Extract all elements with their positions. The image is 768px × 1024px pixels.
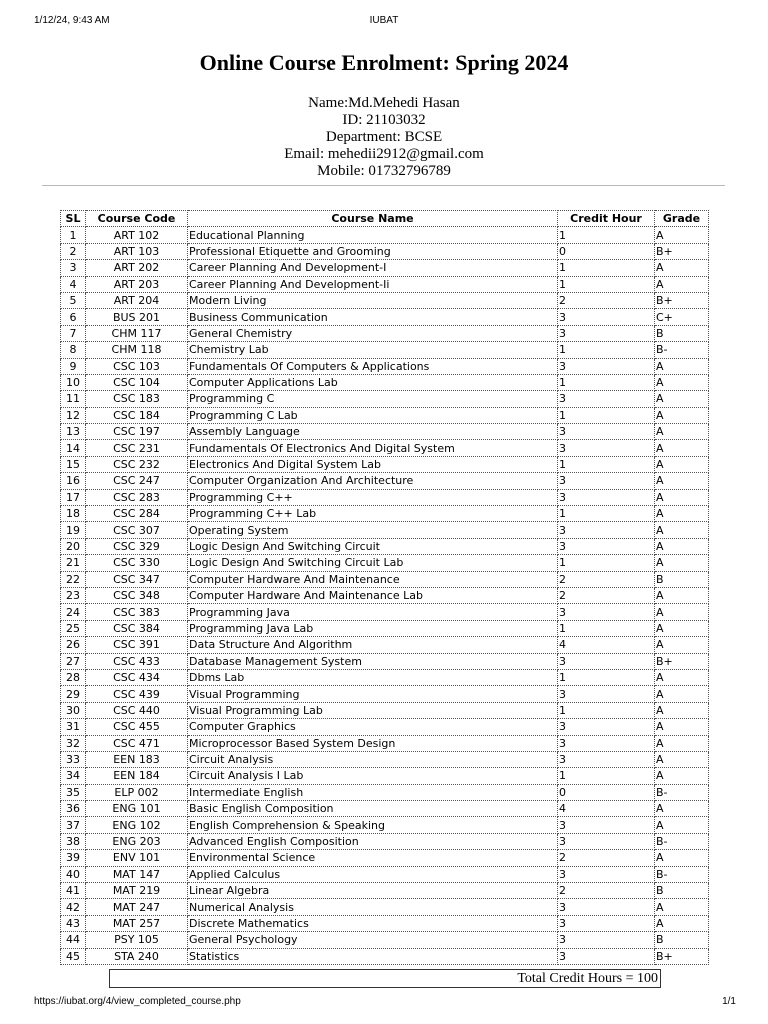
row-course-name: Circuit Analysis I Lab xyxy=(188,768,558,784)
table-header-row xyxy=(61,211,709,227)
row-course-code: CSC 232 xyxy=(86,456,188,472)
student-name: Name:Md.Mehedi Hasan xyxy=(308,95,460,111)
row-course-name: Fundamentals Of Computers & Applications xyxy=(188,358,558,374)
row-sl: 6 xyxy=(61,309,86,325)
table-row xyxy=(61,358,709,374)
table-row xyxy=(61,883,709,899)
row-course-name: Database Management System xyxy=(188,653,558,669)
row-course-code: CSC 348 xyxy=(86,587,188,603)
table-row xyxy=(61,342,709,358)
row-sl: 40 xyxy=(61,866,86,882)
row-credit-hour: 3 xyxy=(558,325,655,341)
table-row xyxy=(61,227,709,243)
row-sl: 3 xyxy=(61,260,86,276)
row-course-code: MAT 257 xyxy=(86,915,188,931)
table-row xyxy=(61,407,709,423)
row-sl: 34 xyxy=(61,768,86,784)
row-credit-hour: 3 xyxy=(558,391,655,407)
row-course-name: Circuit Analysis xyxy=(188,751,558,767)
row-sl: 43 xyxy=(61,915,86,931)
row-course-code: CSC 247 xyxy=(86,473,188,489)
row-course-code: CSC 434 xyxy=(86,669,188,685)
row-sl: 16 xyxy=(61,473,86,489)
course-table xyxy=(60,210,709,965)
student-email: Email: mehedii2912@gmail.com xyxy=(284,146,484,162)
row-sl: 14 xyxy=(61,440,86,456)
row-course-name: Advanced English Composition xyxy=(188,833,558,849)
row-course-code: CSC 384 xyxy=(86,620,188,636)
row-course-code: CSC 433 xyxy=(86,653,188,669)
row-sl: 13 xyxy=(61,424,86,440)
row-course-name: Visual Programming xyxy=(188,686,558,702)
row-course-name: Career Planning And Development-I xyxy=(188,260,558,276)
divider xyxy=(42,185,725,186)
row-course-code: ENG 101 xyxy=(86,801,188,817)
row-sl: 42 xyxy=(61,899,86,915)
print-datetime: 1/12/24, 9:43 AM xyxy=(34,15,110,26)
row-credit-hour: 3 xyxy=(558,489,655,505)
table-row xyxy=(61,866,709,882)
row-course-name: Discrete Mathematics xyxy=(188,915,558,931)
row-sl: 31 xyxy=(61,719,86,735)
row-credit-hour: 3 xyxy=(558,604,655,620)
row-course-name: Linear Algebra xyxy=(188,883,558,899)
row-course-name: Business Communication xyxy=(188,309,558,325)
row-course-name: Programming Java Lab xyxy=(188,620,558,636)
row-sl: 41 xyxy=(61,883,86,899)
row-course-code: ART 204 xyxy=(86,292,188,308)
row-course-code: EEN 183 xyxy=(86,751,188,767)
table-row xyxy=(61,719,709,735)
row-grade: A xyxy=(655,604,709,620)
table-row xyxy=(61,325,709,341)
row-course-code: ART 103 xyxy=(86,243,188,259)
row-course-code: MAT 247 xyxy=(86,899,188,915)
table-row xyxy=(61,669,709,685)
row-course-name: Computer Applications Lab xyxy=(188,374,558,390)
row-credit-hour: 3 xyxy=(558,653,655,669)
row-credit-hour: 4 xyxy=(558,637,655,653)
row-grade: A xyxy=(655,424,709,440)
table-row xyxy=(61,374,709,390)
row-grade: B- xyxy=(655,784,709,800)
table-row xyxy=(61,506,709,522)
row-course-code: ART 202 xyxy=(86,260,188,276)
row-credit-hour: 3 xyxy=(558,899,655,915)
row-grade: B xyxy=(655,883,709,899)
row-grade: A xyxy=(655,768,709,784)
row-grade: A xyxy=(655,620,709,636)
row-grade: A xyxy=(655,669,709,685)
table-row xyxy=(61,587,709,603)
row-credit-hour: 1 xyxy=(558,260,655,276)
table-row xyxy=(61,424,709,440)
row-sl: 21 xyxy=(61,555,86,571)
table-row xyxy=(61,555,709,571)
table-row xyxy=(61,489,709,505)
row-grade: A xyxy=(655,702,709,718)
row-grade: B xyxy=(655,571,709,587)
row-credit-hour: 2 xyxy=(558,850,655,866)
row-course-name: Logic Design And Switching Circuit Lab xyxy=(188,555,558,571)
table-row xyxy=(61,801,709,817)
row-sl: 37 xyxy=(61,817,86,833)
table-row xyxy=(61,309,709,325)
row-grade: A xyxy=(655,506,709,522)
row-credit-hour: 1 xyxy=(558,227,655,243)
row-course-name: Assembly Language xyxy=(188,424,558,440)
row-sl: 9 xyxy=(61,358,86,374)
row-credit-hour: 3 xyxy=(558,309,655,325)
row-grade: A xyxy=(655,407,709,423)
print-site-title: IUBAT xyxy=(369,15,399,26)
row-course-name: Visual Programming Lab xyxy=(188,702,558,718)
table-row xyxy=(61,784,709,800)
row-credit-hour: 0 xyxy=(558,243,655,259)
row-credit-hour: 3 xyxy=(558,932,655,948)
row-course-code: CSC 307 xyxy=(86,522,188,538)
row-course-code: ART 102 xyxy=(86,227,188,243)
row-sl: 23 xyxy=(61,587,86,603)
row-course-name: Numerical Analysis xyxy=(188,899,558,915)
row-course-name: Environmental Science xyxy=(188,850,558,866)
row-course-name: Statistics xyxy=(188,948,558,964)
student-mobile: Mobile: 01732796789 xyxy=(317,163,451,179)
row-credit-hour: 1 xyxy=(558,342,655,358)
row-sl: 30 xyxy=(61,702,86,718)
total-credit-hours: Total Credit Hours = 100 xyxy=(109,969,661,988)
row-course-code: ENV 101 xyxy=(86,850,188,866)
row-course-code: CSC 471 xyxy=(86,735,188,751)
row-course-name: Computer Graphics xyxy=(188,719,558,735)
row-course-name: Microprocessor Based System Design xyxy=(188,735,558,751)
row-grade: B+ xyxy=(655,292,709,308)
row-credit-hour: 1 xyxy=(558,407,655,423)
table-row xyxy=(61,243,709,259)
row-course-name: Programming C++ Lab xyxy=(188,506,558,522)
table-row xyxy=(61,948,709,964)
table-row xyxy=(61,292,709,308)
row-sl: 26 xyxy=(61,637,86,653)
student-department: Department: BCSE xyxy=(325,129,443,145)
row-sl: 24 xyxy=(61,604,86,620)
row-credit-hour: 3 xyxy=(558,522,655,538)
table-row xyxy=(61,850,709,866)
row-course-name: General Chemistry xyxy=(188,325,558,341)
row-sl: 22 xyxy=(61,571,86,587)
row-grade: A xyxy=(655,391,709,407)
row-course-code: CSC 103 xyxy=(86,358,188,374)
row-grade: A xyxy=(655,473,709,489)
row-grade: A xyxy=(655,358,709,374)
row-credit-hour: 2 xyxy=(558,571,655,587)
page-url: https://iubat.org/4/view_completed_course.php xyxy=(34,996,241,1007)
header-credit-hour: Credit Hour xyxy=(558,211,655,227)
table-row xyxy=(61,391,709,407)
row-course-code: CSC 283 xyxy=(86,489,188,505)
row-sl: 1 xyxy=(61,227,86,243)
row-course-code: CSC 231 xyxy=(86,440,188,456)
row-grade: B xyxy=(655,932,709,948)
row-course-code: CSC 284 xyxy=(86,506,188,522)
row-course-code: CSC 329 xyxy=(86,538,188,554)
row-sl: 45 xyxy=(61,948,86,964)
table-row xyxy=(61,620,709,636)
row-course-name: Professional Etiquette and Grooming xyxy=(188,243,558,259)
row-grade: A xyxy=(655,260,709,276)
table-row xyxy=(61,538,709,554)
row-grade: A xyxy=(655,538,709,554)
table-row xyxy=(61,260,709,276)
row-credit-hour: 1 xyxy=(558,506,655,522)
row-sl: 25 xyxy=(61,620,86,636)
row-credit-hour: 1 xyxy=(558,374,655,390)
row-grade: A xyxy=(655,374,709,390)
row-credit-hour: 3 xyxy=(558,538,655,554)
row-course-name: General Psychology xyxy=(188,932,558,948)
row-sl: 19 xyxy=(61,522,86,538)
row-course-code: CSC 184 xyxy=(86,407,188,423)
row-course-name: Programming C++ xyxy=(188,489,558,505)
table-row xyxy=(61,817,709,833)
header-course-code: Course Code xyxy=(86,211,188,227)
row-grade: B xyxy=(655,325,709,341)
row-course-name: English Comprehension & Speaking xyxy=(188,817,558,833)
row-course-name: Intermediate English xyxy=(188,784,558,800)
row-grade: A xyxy=(655,637,709,653)
row-course-code: MAT 147 xyxy=(86,866,188,882)
row-grade: A xyxy=(655,686,709,702)
row-sl: 28 xyxy=(61,669,86,685)
row-credit-hour: 3 xyxy=(558,866,655,882)
table-row xyxy=(61,653,709,669)
row-credit-hour: 3 xyxy=(558,440,655,456)
row-sl: 27 xyxy=(61,653,86,669)
row-course-name: Data Structure And Algorithm xyxy=(188,637,558,653)
header-course-name: Course Name xyxy=(188,211,558,227)
table-row xyxy=(61,702,709,718)
row-course-code: CHM 117 xyxy=(86,325,188,341)
row-credit-hour: 4 xyxy=(558,801,655,817)
table-row xyxy=(61,915,709,931)
row-course-name: Dbms Lab xyxy=(188,669,558,685)
row-grade: B- xyxy=(655,866,709,882)
row-course-code: CSC 183 xyxy=(86,391,188,407)
row-credit-hour: 0 xyxy=(558,784,655,800)
row-grade: A xyxy=(655,489,709,505)
row-course-code: CSC 104 xyxy=(86,374,188,390)
row-course-code: CSC 383 xyxy=(86,604,188,620)
row-credit-hour: 1 xyxy=(558,768,655,784)
row-sl: 2 xyxy=(61,243,86,259)
table-row xyxy=(61,522,709,538)
row-credit-hour: 3 xyxy=(558,424,655,440)
row-credit-hour: 3 xyxy=(558,686,655,702)
row-course-name: Operating System xyxy=(188,522,558,538)
table-row xyxy=(61,473,709,489)
header-grade: Grade xyxy=(655,211,709,227)
row-grade: A xyxy=(655,719,709,735)
row-grade: A xyxy=(655,915,709,931)
page-title: Online Course Enrolment: Spring 2024 xyxy=(199,50,569,75)
row-sl: 36 xyxy=(61,801,86,817)
row-grade: C+ xyxy=(655,309,709,325)
row-sl: 11 xyxy=(61,391,86,407)
row-grade: A xyxy=(655,751,709,767)
row-sl: 32 xyxy=(61,735,86,751)
table-row xyxy=(61,571,709,587)
row-sl: 20 xyxy=(61,538,86,554)
row-course-name: Computer Hardware And Maintenance xyxy=(188,571,558,587)
row-credit-hour: 3 xyxy=(558,833,655,849)
row-course-code: ENG 203 xyxy=(86,833,188,849)
table-row xyxy=(61,833,709,849)
row-credit-hour: 2 xyxy=(558,292,655,308)
row-sl: 38 xyxy=(61,833,86,849)
table-row xyxy=(61,932,709,948)
row-sl: 8 xyxy=(61,342,86,358)
table-body xyxy=(61,227,709,965)
row-course-code: CSC 440 xyxy=(86,702,188,718)
row-grade: A xyxy=(655,735,709,751)
row-course-code: STA 240 xyxy=(86,948,188,964)
table-row xyxy=(61,735,709,751)
row-grade: A xyxy=(655,899,709,915)
row-credit-hour: 3 xyxy=(558,358,655,374)
row-course-code: CSC 391 xyxy=(86,637,188,653)
row-course-code: CSC 439 xyxy=(86,686,188,702)
table-row xyxy=(61,276,709,292)
row-course-name: Computer Hardware And Maintenance Lab xyxy=(188,587,558,603)
row-grade: A xyxy=(655,440,709,456)
student-id: ID: 21103032 xyxy=(342,112,426,128)
row-course-name: Basic English Composition xyxy=(188,801,558,817)
row-credit-hour: 1 xyxy=(558,620,655,636)
row-grade: A xyxy=(655,817,709,833)
row-sl: 33 xyxy=(61,751,86,767)
row-course-name: Fundamentals Of Electronics And Digital System xyxy=(188,440,558,456)
row-course-code: MAT 219 xyxy=(86,883,188,899)
row-course-name: Modern Living xyxy=(188,292,558,308)
student-info xyxy=(0,95,768,180)
row-credit-hour: 3 xyxy=(558,719,655,735)
row-credit-hour: 3 xyxy=(558,473,655,489)
row-sl: 7 xyxy=(61,325,86,341)
row-sl: 39 xyxy=(61,850,86,866)
row-grade: B+ xyxy=(655,243,709,259)
row-course-name: Career Planning And Development-Ii xyxy=(188,276,558,292)
row-credit-hour: 3 xyxy=(558,948,655,964)
row-course-name: Electronics And Digital System Lab xyxy=(188,456,558,472)
row-sl: 29 xyxy=(61,686,86,702)
row-course-code: ART 203 xyxy=(86,276,188,292)
table-row xyxy=(61,768,709,784)
row-grade: A xyxy=(655,522,709,538)
row-course-code: PSY 105 xyxy=(86,932,188,948)
row-sl: 44 xyxy=(61,932,86,948)
row-course-code: EEN 184 xyxy=(86,768,188,784)
row-course-code: ENG 102 xyxy=(86,817,188,833)
row-course-code: ELP 002 xyxy=(86,784,188,800)
row-credit-hour: 3 xyxy=(558,817,655,833)
row-grade: B- xyxy=(655,342,709,358)
table-row xyxy=(61,604,709,620)
row-course-name: Programming Java xyxy=(188,604,558,620)
row-sl: 17 xyxy=(61,489,86,505)
row-grade: B+ xyxy=(655,653,709,669)
row-credit-hour: 1 xyxy=(558,702,655,718)
row-grade: A xyxy=(655,227,709,243)
row-sl: 4 xyxy=(61,276,86,292)
row-grade: B- xyxy=(655,833,709,849)
row-course-name: Educational Planning xyxy=(188,227,558,243)
row-course-code: CHM 118 xyxy=(86,342,188,358)
row-course-name: Programming C Lab xyxy=(188,407,558,423)
row-course-code: CSC 330 xyxy=(86,555,188,571)
table-row xyxy=(61,637,709,653)
row-credit-hour: 3 xyxy=(558,915,655,931)
row-course-code: BUS 201 xyxy=(86,309,188,325)
row-credit-hour: 3 xyxy=(558,751,655,767)
row-grade: A xyxy=(655,276,709,292)
row-course-name: Computer Organization And Architecture xyxy=(188,473,558,489)
table-row xyxy=(61,686,709,702)
row-credit-hour: 2 xyxy=(558,587,655,603)
row-credit-hour: 1 xyxy=(558,669,655,685)
row-sl: 18 xyxy=(61,506,86,522)
row-grade: A xyxy=(655,801,709,817)
row-credit-hour: 2 xyxy=(558,883,655,899)
table-row xyxy=(61,899,709,915)
row-grade: A xyxy=(655,555,709,571)
row-sl: 35 xyxy=(61,784,86,800)
row-sl: 15 xyxy=(61,456,86,472)
table-row xyxy=(61,456,709,472)
row-sl: 5 xyxy=(61,292,86,308)
row-sl: 10 xyxy=(61,374,86,390)
page-number: 1/1 xyxy=(722,996,736,1007)
row-grade: A xyxy=(655,587,709,603)
row-credit-hour: 1 xyxy=(558,456,655,472)
row-course-code: CSC 347 xyxy=(86,571,188,587)
header-sl: SL xyxy=(61,211,86,227)
row-credit-hour: 1 xyxy=(558,276,655,292)
row-course-name: Logic Design And Switching Circuit xyxy=(188,538,558,554)
row-grade: A xyxy=(655,850,709,866)
row-grade: B+ xyxy=(655,948,709,964)
row-course-name: Chemistry Lab xyxy=(188,342,558,358)
row-course-name: Programming C xyxy=(188,391,558,407)
table-row xyxy=(61,440,709,456)
row-course-code: CSC 197 xyxy=(86,424,188,440)
row-course-code: CSC 455 xyxy=(86,719,188,735)
row-credit-hour: 1 xyxy=(558,555,655,571)
table-row xyxy=(61,751,709,767)
row-course-name: Applied Calculus xyxy=(188,866,558,882)
row-grade: A xyxy=(655,456,709,472)
row-sl: 12 xyxy=(61,407,86,423)
row-credit-hour: 3 xyxy=(558,735,655,751)
